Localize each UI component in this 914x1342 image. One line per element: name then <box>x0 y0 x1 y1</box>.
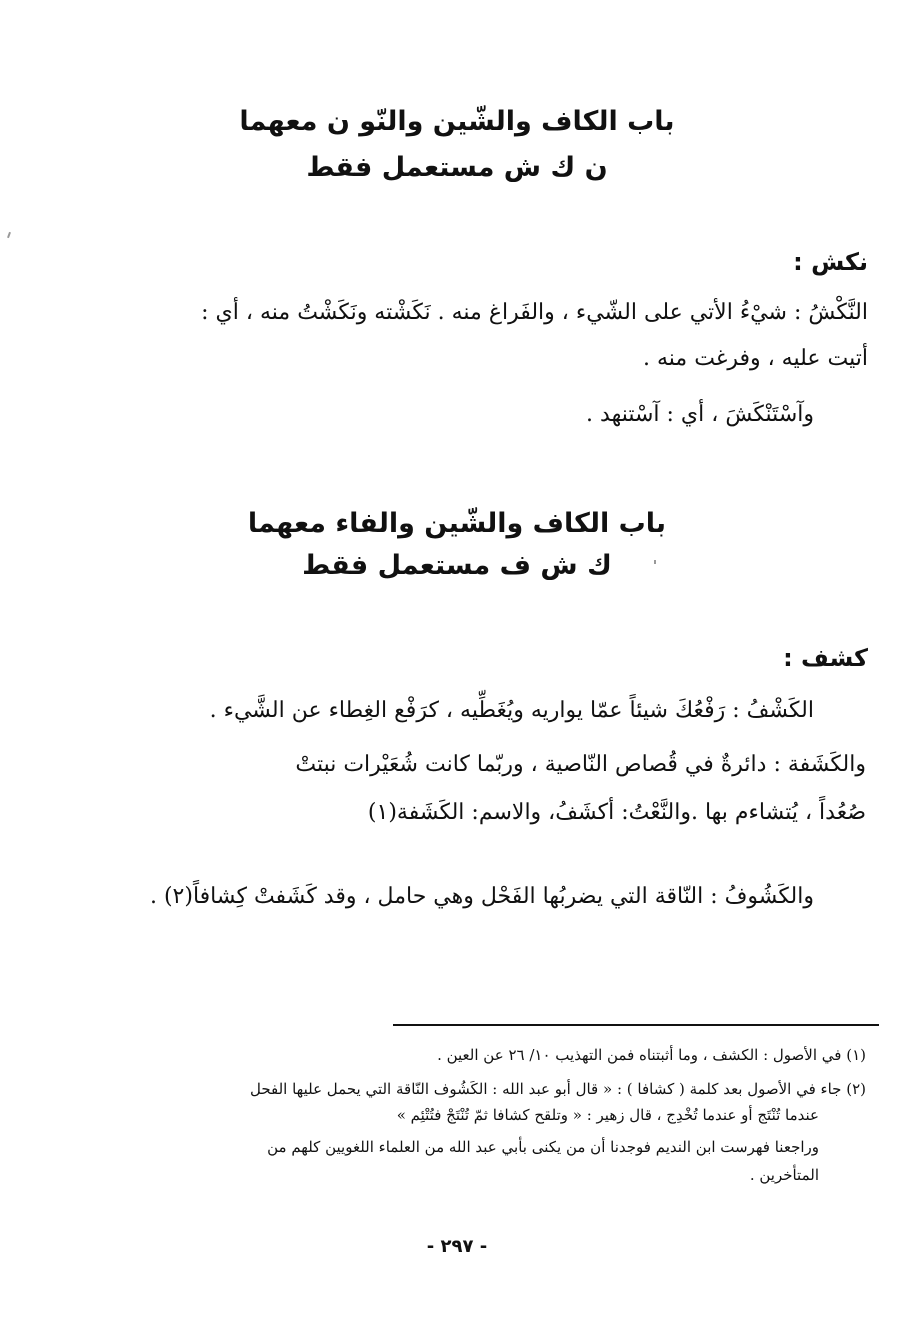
footnote-2-cont-3: المتأخرين . <box>749 1166 819 1184</box>
section1-title: باب الكاف والشّين والنّو ن معهما <box>239 106 675 137</box>
section2-subtitle: ك ش ف مستعمل فقط <box>302 550 612 581</box>
footnote-2: (٢) جاء في الأصول بعد كلمة ( كشافا ) : « قال أبو عبد الله : الكَشُوف النّاقة التي يحمل عليها الفحل <box>249 1080 866 1098</box>
entry2-head: كشف : <box>783 644 868 672</box>
entry2-line-3: صُعُداً ، يُتشاءم بها .والنَّعْتُ: أكشَفُ، والاسم: الكَشَفة(١) <box>367 800 866 825</box>
entry2-line-1: الكَشْفُ : رَفْعُكَ شيئاً عمّا يواريه ويُغَطِّيه ، كرَفْع الغِطاء عن الشَّيء . <box>209 698 814 723</box>
footnote-2-cont-1: عندما تُنْتَج أو عندما تُخْدِج ، قال زهير : « وتلقح كشافا ثمّ تُنْتَجْ فتُتْئِم » <box>396 1106 819 1124</box>
page-number: - ٢٩٧ - <box>426 1236 488 1257</box>
entry2-line-4: والكَشُوفُ : النّاقة التي يضربُها الفَحْل وهي حامل ، وقد كَشَفتْ كِشافاً(٢) . <box>149 884 814 909</box>
entry1-line-1: النَّكْشُ : شيْءُ الأتي على الشّيء ، والفَراغ منه . نَكَشْته ونَكَشْتُ منه ، أي : <box>201 300 868 325</box>
entry1-line-2: أتيت عليه ، وفرغت منه . <box>643 346 868 371</box>
footnote-2-cont-2: وراجعنا فهرست ابن النديم فوجدنا أن من يكنى بأبي عبد الله من العلماء اللغويين كلهم من <box>267 1138 819 1156</box>
footnote-1: (١) في الأصول : الكشف ، وما أثبتناه فمن التهذيب ١٠/ ٢٦ عن العين . <box>437 1046 866 1064</box>
entry1-line-3: وآسْتَنْكَشَ ، أي : آسْتنهد . <box>586 402 814 427</box>
entry1-head: نكش : <box>793 248 868 276</box>
scan-speck <box>654 560 656 564</box>
footnote-divider <box>393 1024 879 1026</box>
entry2-line-2: والكَشَفة : دائرةٌ في قُصاص النّاصية ، وربّما كانت شُعَيْرات نبتتْ <box>295 752 866 777</box>
scan-speck <box>7 232 11 238</box>
section1-subtitle: ن ك ش مستعمل فقط <box>306 152 608 183</box>
section2-title: باب الكاف والشّين والفاء معهما <box>247 508 667 539</box>
